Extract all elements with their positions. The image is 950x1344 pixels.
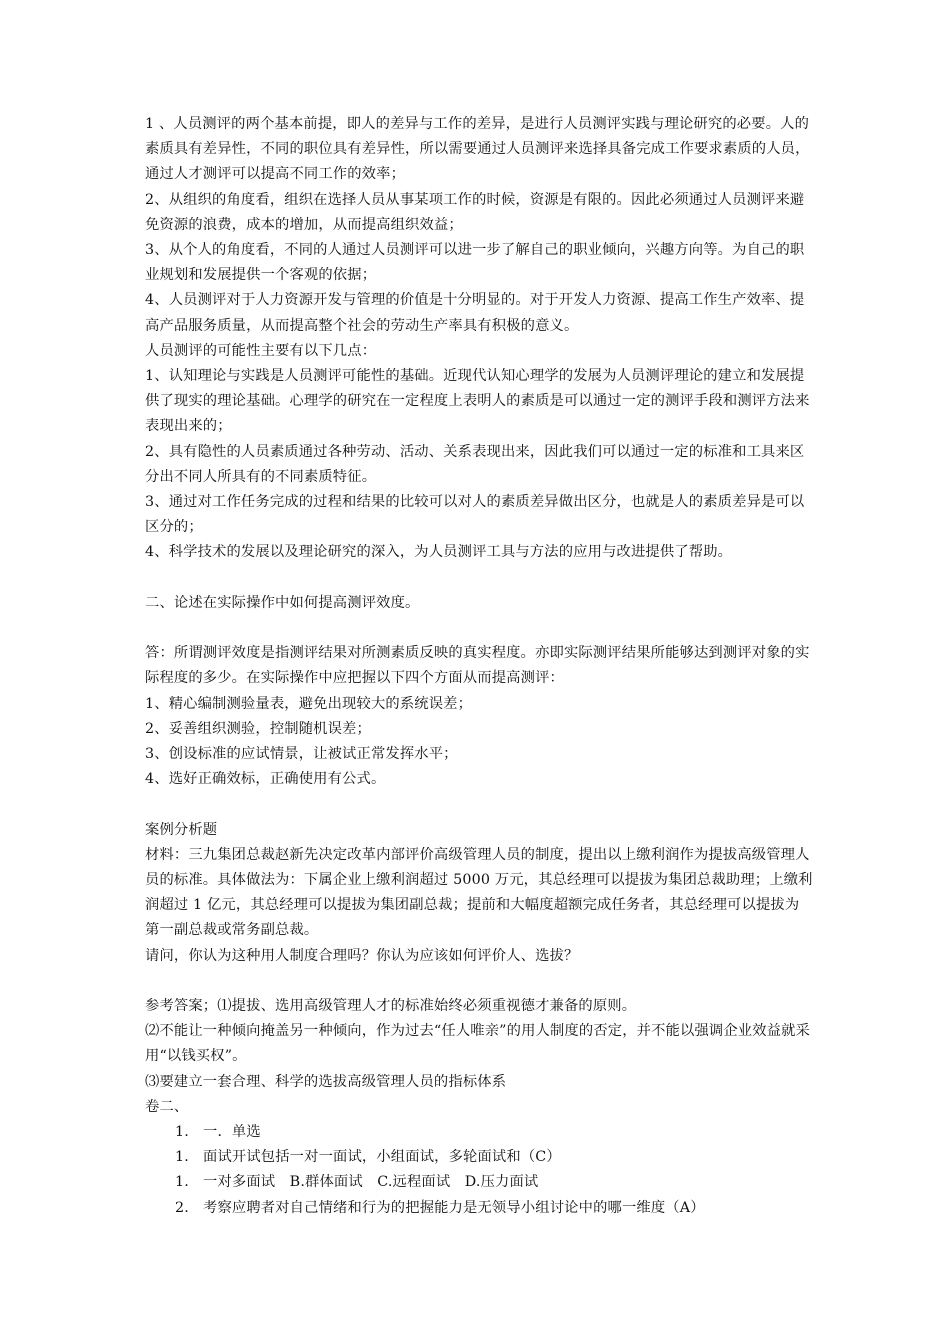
spacer — [145, 616, 813, 641]
paragraph: 4、科学技术的发展以及理论研究的深入，为人员测评工具与方法的应用与改进提供了帮助。 — [145, 544, 733, 561]
list-text: 考察应聘者对自己情绪和行为的把握能力是无领导小组讨论中的哪一维度（A） — [203, 1199, 705, 1216]
list-item — [175, 1145, 813, 1170]
list-item — [175, 1120, 813, 1145]
paragraph: 3、通过对工作任务完成的过程和结果的比较可以对人的素质差异做出区分，也就是人的素质差异是可以区分的； — [145, 494, 805, 536]
document-page — [145, 112, 813, 1221]
paragraph: 卷二、 — [145, 1098, 189, 1115]
paragraph: 2、具有隐性的人员素质通过各种劳动、活动、关系表现出来，因此我们可以通过一定的标准和工具来区分出不同人所具有的不同素质特征。 — [145, 443, 805, 485]
spacer — [145, 566, 813, 591]
list-item — [175, 1170, 813, 1195]
paragraph: 3、创设标准的应试情景，让被试正常发挥水平； — [145, 746, 458, 763]
list-number: 2. — [175, 1199, 189, 1216]
paragraph: 2、从组织的角度看，组织在选择人员从事某项工作的时候，资源是有限的。因此必须通过人员测评来避免资源的浪费，成本的增加，从而提高组织效益； — [145, 191, 805, 233]
paragraph: 3、从个人的角度看，不同的人通过人员测评可以进一步了解自己的职业倾向，兴趣方向等。为自己的职业规划和发展提供一个客观的依据； — [145, 242, 805, 284]
paragraph: ⑶要建立一套合理、科学的选拔高级管理人员的指标体系 — [145, 1073, 507, 1090]
paragraph: ⑵不能让一种倾向掩盖另一种倾向，作为过去“任人唯亲”的用人制度的否定，并不能以强调企业效益就采用“以钱买权”。 — [145, 1023, 811, 1065]
list-number: 1. — [175, 1124, 189, 1141]
paragraph: 材料：三九集团总裁赵新先决定改革内部评价高级管理人员的制度，提出以上缴利润作为提拔高级管理人员的标准。具体做法为：下属企业上缴利润超过 5000 万元，其总经理可以提拔为集团总裁助理；上缴利润超过 1 亿元，其总经理可以提拔为集团副总裁；提前和大幅度超额完成任务者，其总经理可以提拔为第一副总裁或常务副总裁。 — [145, 846, 813, 939]
paragraph: 4、选好正确效标，正确使用有公式。 — [145, 771, 386, 788]
list-text: 一．单选 — [203, 1124, 261, 1141]
section-heading: 案例分析题 — [145, 821, 218, 838]
list-number: 1. — [175, 1174, 189, 1191]
paragraph: 4、人员测评对于人力资源开发与管理的价值是十分明显的。对于开发人力资源、提高工作生产效率、提高产品服务质量，从而提高整个社会的劳动生产率具有积极的意义。 — [145, 292, 805, 334]
paragraph: 1 、人员测评的两个基本前提，即人的差异与工作的差异，是进行人员测评实践与理论研究的必要。人的素质具有差异性，不同的职位具有差异性，所以需要通过人员测评来选择具备完成工作要求素质的人员，通过人才测评可以提高不同工作的效率； — [145, 116, 810, 183]
spacer — [145, 792, 813, 817]
list-text: 面试开试包括一对一面试，小组面试，多轮面试和（C） — [203, 1149, 561, 1166]
paragraph: 1、认知理论与实践是人员测评可能性的基础。近现代认知心理学的发展为人员测评理论的建立和发展提供了现实的理论基础。心理学的研究在一定程度上表明人的素质是可以通过一定的测评手段和测评方法来表现出来的； — [145, 368, 810, 435]
paragraph: 请问，你认为这种用人制度合理吗？你认为应该如何评价人、选拔？ — [145, 947, 579, 964]
list-text: 一对多面试 B.群体面试 C.远程面试 D.压力面试 — [203, 1174, 539, 1191]
paragraph: 2、妥善组织测验，控制随机误差； — [145, 720, 371, 737]
list-number: 1. — [175, 1149, 189, 1166]
spacer — [145, 969, 813, 994]
paragraph: 答：所谓测评效度是指测评结果对所测素质反映的真实程度。亦即实际测评结果所能够达到测评对象的实际程度的多少。在实际操作中应把握以下四个方面从而提高测评： — [145, 645, 810, 687]
list-item — [175, 1196, 813, 1221]
paragraph: 人员测评的可能性主要有以下几点： — [145, 342, 377, 359]
paragraph: 1、精心编制测验量表，避免出现较大的系统误差； — [145, 695, 473, 712]
section-heading: 二、论述在实际操作中如何提高测评效度。 — [145, 594, 420, 611]
numbered-list — [145, 1120, 813, 1221]
paragraph: 参考答案；⑴提拔、选用高级管理人才的标准始终必须重视德才兼备的原则。 — [145, 998, 637, 1015]
